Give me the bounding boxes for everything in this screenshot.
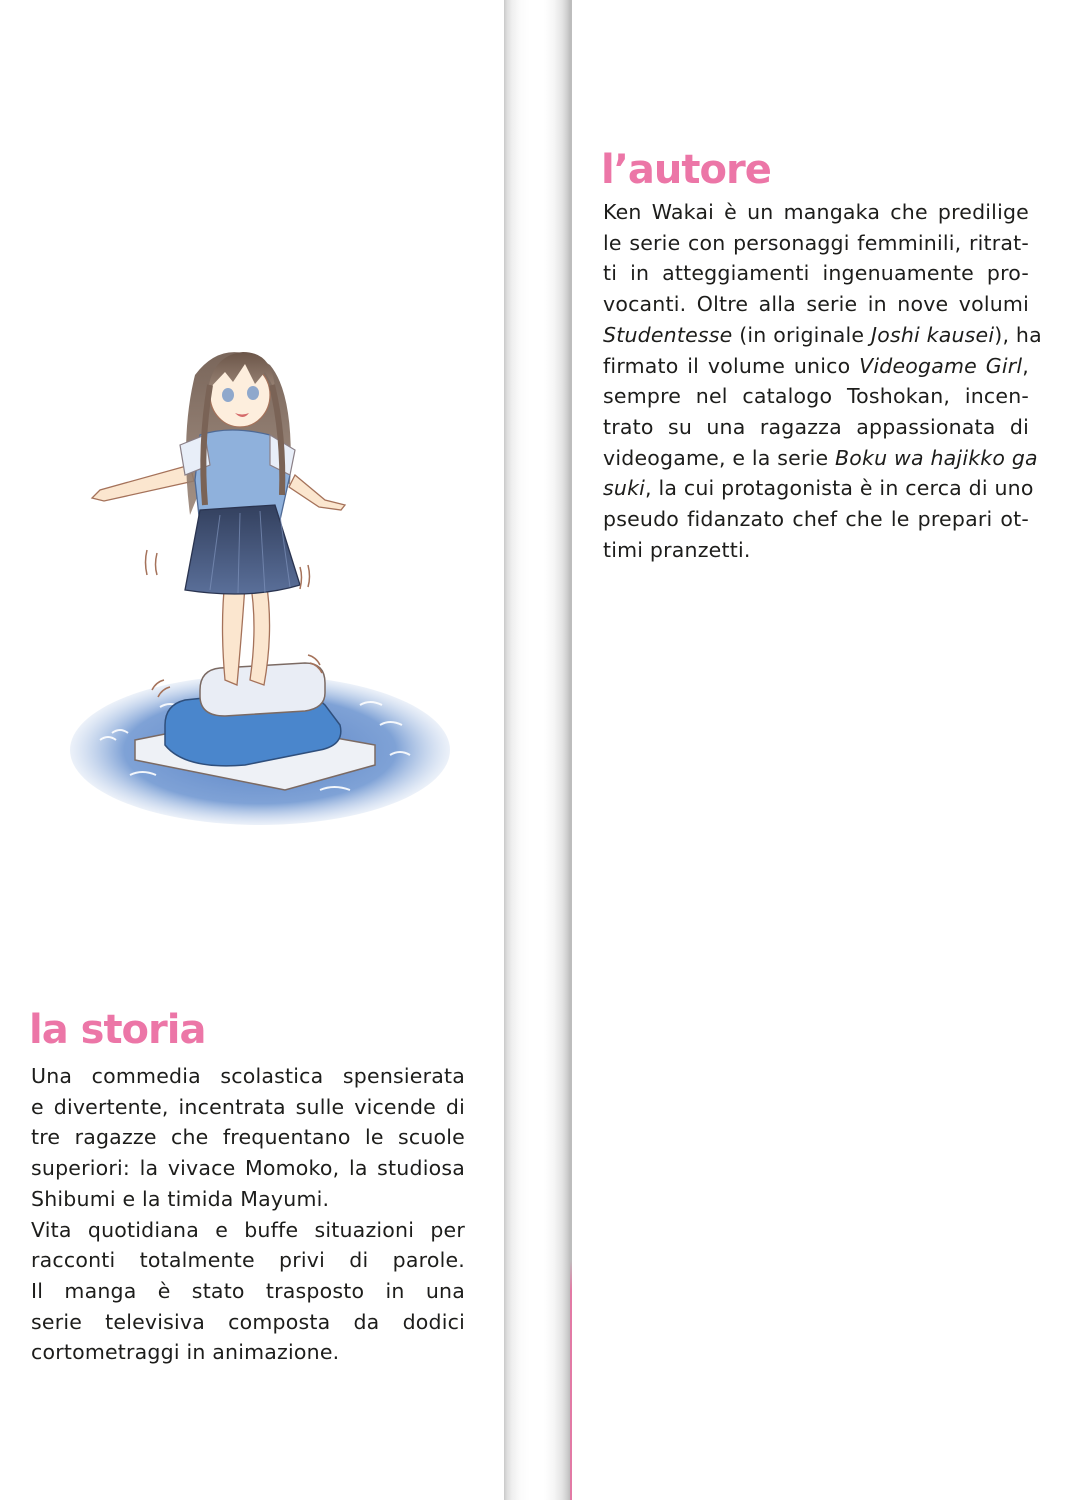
text-run: trato su una ragazza appassionata di	[603, 414, 1029, 439]
text-run: Una commedia scolastica spensierata	[31, 1064, 465, 1088]
text-run: Ken Wakai è un mangaka che predilige	[603, 200, 1029, 224]
text-run: tre ragazze che frequentano le scuole	[31, 1125, 465, 1150]
text-line	[31, 1215, 465, 1246]
text-line	[603, 473, 1034, 504]
text-run: (in originale	[732, 322, 871, 347]
text-line	[603, 228, 1029, 259]
text-line	[603, 351, 1029, 382]
text-line	[31, 1153, 465, 1184]
right-page-edge	[570, 0, 572, 1500]
text-line	[603, 443, 1038, 474]
text-line	[31, 1245, 465, 1276]
text-run: , la cui protagonista è in cerca di uno	[645, 476, 1034, 501]
text-line	[603, 197, 1029, 228]
schoolgirl-on-cushions-image	[60, 335, 460, 845]
text-run: e divertente, incentrata sulle vicende di	[31, 1094, 465, 1119]
text-run: Vita quotidiana e buffe situazioni per	[31, 1217, 465, 1242]
autore-heading: l’autore	[601, 147, 771, 193]
text-line	[31, 1307, 465, 1338]
text-run: Shibumi e la timida Mayumi.	[31, 1186, 330, 1211]
text-line	[603, 504, 1029, 535]
storia-body-text	[31, 1061, 465, 1368]
text-line	[603, 289, 1029, 320]
text-run: ti in atteggiamenti ingenuamente pro-	[603, 261, 1029, 286]
text-run: timi pranzetti.	[603, 537, 751, 562]
italic-title: Boku wa hajikko ga	[835, 445, 1038, 470]
text-line	[31, 1184, 465, 1215]
text-run: ), ha	[994, 322, 1042, 347]
text-run: sempre nel catalogo Toshokan, incen-	[603, 384, 1029, 409]
text-run: racconti totalmente privi di parole.	[31, 1248, 465, 1273]
text-run: superiori: la vivace Momoko, la studiosa	[31, 1156, 465, 1181]
text-line	[603, 412, 1029, 443]
text-run: le serie con personaggi femminili, ritrat-	[603, 230, 1029, 255]
text-line	[31, 1337, 465, 1368]
text-line	[31, 1276, 465, 1307]
text-run: serie televisiva composta da dodici	[31, 1309, 465, 1334]
text-line	[603, 535, 1029, 566]
text-run: videogame, e la serie	[603, 445, 836, 470]
italic-title: Joshi kausei	[870, 322, 995, 347]
manga-illustration	[60, 335, 460, 845]
autore-body-text	[603, 197, 1042, 565]
text-run: ,	[1022, 353, 1029, 378]
italic-title: suki	[603, 476, 646, 501]
text-run: cortometraggi in animazione.	[31, 1340, 340, 1365]
text-run: pseudo fidanzato chef che le prepari ot-	[603, 507, 1029, 532]
book-gutter	[504, 0, 570, 1500]
text-run: Il manga è stato trasposto in una	[31, 1278, 465, 1303]
storia-heading: la storia	[29, 1007, 206, 1053]
italic-title: Studentesse	[603, 322, 733, 347]
text-line	[31, 1122, 465, 1153]
text-line	[31, 1092, 465, 1123]
text-line	[603, 320, 1042, 351]
text-line	[31, 1061, 465, 1092]
text-line	[603, 258, 1029, 289]
text-run: firmato il volume unico	[603, 353, 860, 378]
text-line	[603, 381, 1029, 412]
text-run: vocanti. Oltre alla serie in nove volumi	[603, 292, 1029, 317]
italic-title: Videogame Girl	[859, 353, 1023, 378]
